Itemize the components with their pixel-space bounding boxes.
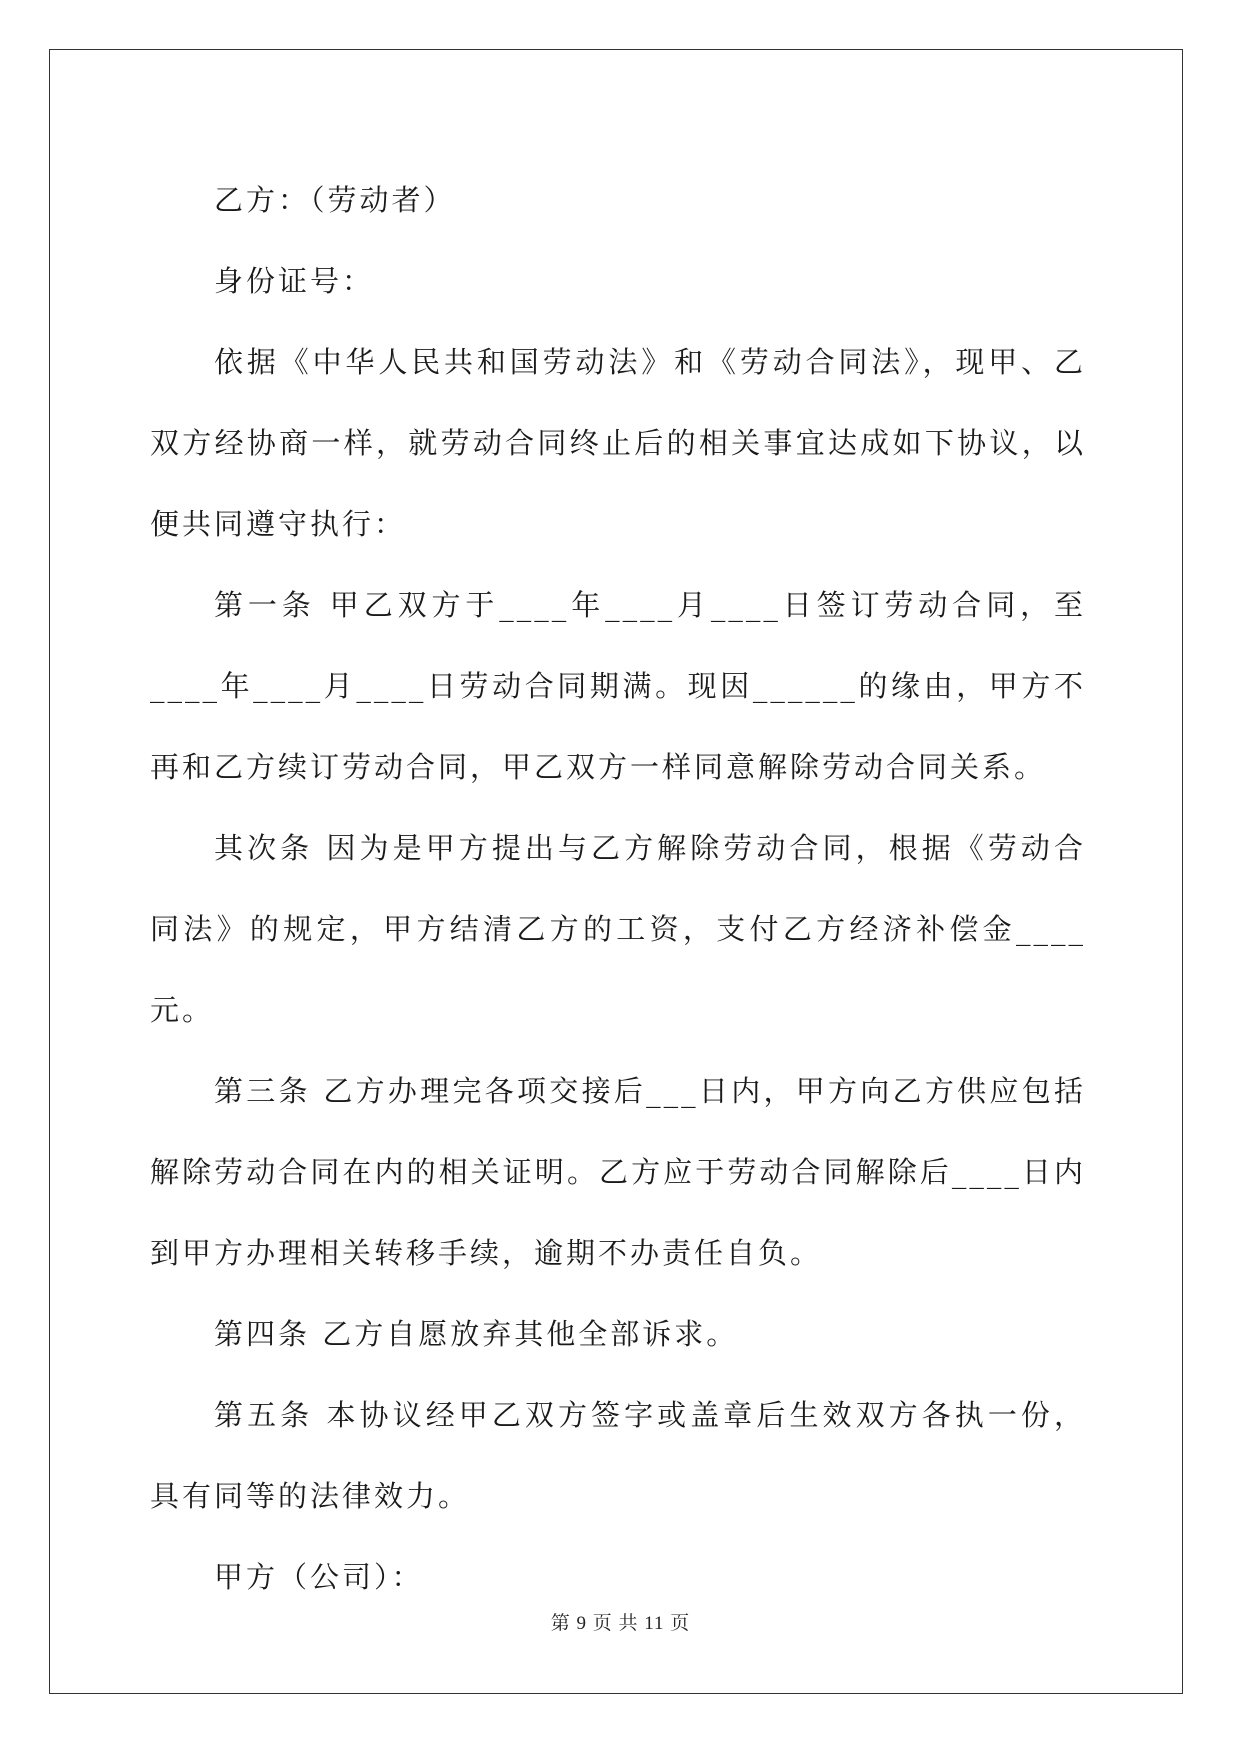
page-number-footer: 第 9 页 共 11 页: [550, 1613, 691, 1634]
party-a-signature-line: 甲方（公司）：: [214, 1560, 424, 1594]
article-3: 第三条 乙方办理完各项交接后___日内，甲方向乙方供应包括解除劳动合同在内的相关证明。乙方应于劳动合同解除后____日内到甲方办理相关转移手续，逾期不办责任自负。: [150, 1074, 1086, 1270]
article-1: 第一条 甲乙双方于____年____月____日签订劳动合同，至____年____月____日劳动合同期满。现因______的缘由，甲方不再和乙方续订劳动合同，甲乙双方一样同意解除劳动合同关系。: [150, 588, 1086, 784]
article-2: 其次条 因为是甲方提出与乙方解除劳动合同，根据《劳动合同法》的规定，甲方结清乙方的工资，支付乙方经济补偿金____元。: [150, 831, 1086, 1027]
article-5: 第五条 本协议经甲乙双方签字或盖章后生效双方各执一份，具有同等的法律效力。: [150, 1398, 1086, 1513]
id-number-line: 身份证号：: [214, 264, 375, 298]
article-4: 第四条 乙方自愿放弃其他全部诉求。: [214, 1317, 739, 1351]
preamble-paragraph: 依据《中华人民共和国劳动法》和《劳动合同法》，现甲、乙双方经协商一样，就劳动合同终止后的相关事宜达成如下协议，以便共同遵守执行：: [150, 345, 1086, 541]
party-b-line: 乙方：（劳动者）: [214, 183, 456, 217]
document-body: [150, 160, 1086, 1618]
